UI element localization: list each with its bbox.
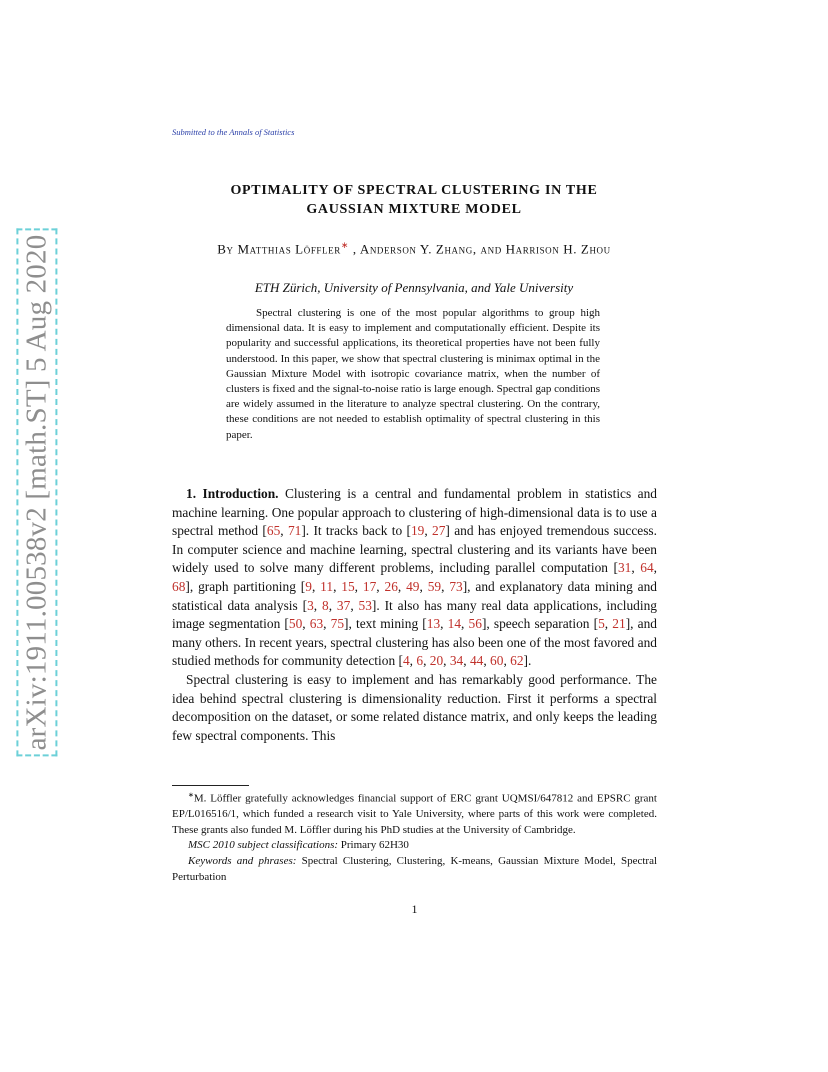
citation[interactable]: 5: [598, 616, 605, 632]
title-line-2: GAUSSIAN MIXTURE MODEL: [306, 202, 522, 217]
page-number: 1: [411, 902, 418, 916]
arxiv-stamp: [18, 234, 56, 751]
citation[interactable]: 11: [320, 578, 334, 594]
keywords: [172, 854, 657, 885]
footnote-marker[interactable]: ∗: [340, 240, 349, 250]
funding-text: M. Löffler gratefully acknowledges financial support of ERC grant UQMSI/647812 and EPSRC grant EP/L016516/1, which funded a research visit to Yale University, where parts of this work were completed. These grants also funded M. Löffler during his PhD studies at the University of Cambridge.: [172, 792, 657, 836]
citation[interactable]: 44: [469, 653, 484, 669]
citation[interactable]: 62: [510, 653, 524, 669]
intro-text: ] and has enjoyed tremendous success. In computer science and machine learning, spectral clustering and its variants have been widely used to solve many different problems, including parallel computation [: [172, 523, 657, 576]
citation[interactable]: 9: [305, 578, 312, 594]
citation[interactable]: 56: [468, 616, 482, 632]
intro-paragraph-2: Spectral clustering is easy to implement and has remarkably good performance. The idea behind spectral clustering is dimensionality reduction. First it performs a spectral decomposition on the dataset, or some related distance matrix, and only keeps the leading few spectral components. This: [172, 671, 657, 743]
citation[interactable]: 49: [406, 578, 420, 594]
section-heading: 1. Introduction.: [186, 486, 279, 501]
citation[interactable]: 59: [427, 578, 442, 594]
introduction: [172, 485, 657, 745]
citation[interactable]: 26: [384, 578, 398, 594]
footnote-star: ∗: [188, 791, 194, 799]
keywords-value: Spectral Clustering, Clustering, K-means, Gaussian Mixture Model, Spectral Perturbation: [172, 855, 658, 883]
citation[interactable]: 17: [362, 578, 377, 594]
citation[interactable]: 71: [287, 523, 302, 539]
citation[interactable]: 65: [266, 523, 281, 539]
msc-label: MSC 2010 subject classifications:: [188, 839, 339, 852]
submitted-note[interactable]: Submitted to the Annals of Statistics: [172, 127, 295, 137]
citation[interactable]: 14: [447, 616, 462, 632]
footnotes: [172, 788, 657, 885]
abstract: Spectral clustering is one of the most popular algorithms to group high dimensional data. It is easy to implement and computationally efficient. Despite its popularity and successful applications, its theoretical properties have not been fully understood. In this paper, we show that spectral clustering is minimax optimal in the Gaussian Mixture Model with isotropic covariance matrix, when the number of clusters is fixed and the signal-to-noise ratio is large enough. Spectral gap conditions are widely assumed in the literature to analyze spectral clustering. On the contrary, these conditions are not needed to establish optimality of spectral clustering in this paper.: [226, 307, 600, 441]
citation[interactable]: 19: [410, 523, 425, 539]
citation[interactable]: 27: [432, 523, 446, 539]
authors-rest: , Anderson Y. Zhang, and Harrison H. Zhou: [352, 241, 611, 257]
paper-title: [172, 181, 656, 219]
footnote-rule: [172, 785, 249, 786]
citation[interactable]: 68: [172, 578, 186, 594]
citation[interactable]: 8: [322, 597, 329, 613]
intro-text: ], text mining [: [344, 616, 427, 632]
citation[interactable]: 6: [416, 653, 424, 669]
citation[interactable]: 15: [341, 578, 355, 594]
citation[interactable]: 60: [490, 653, 504, 669]
intro-text: ], speech separation [: [481, 616, 599, 632]
intro-text: ], graph partitioning [: [185, 578, 306, 594]
author-loffler: Matthias Löffler: [237, 241, 341, 257]
intro-text: Clustering is a central and fundamental problem in statistics and machine learning. One popular approach to clustering of high-dimensional data is to use a spectral method [: [172, 486, 657, 539]
msc-value: Primary 62H30: [338, 839, 409, 852]
citation[interactable]: 64: [640, 560, 654, 576]
citation[interactable]: 63: [309, 616, 324, 632]
affiliations: ETH Zürich, University of Pennsylvania, and Yale University: [254, 280, 574, 295]
intro-paragraph-1: 1. Introduction. Clustering is a central and fundamental problem in statistics and machine learning. One popular approach to clustering of high-dimensional data is to use a spectral method [65, 71]. It tracks back to [19, 27] and has enjoyed tremendous success. In computer science and machine learning, spectral clustering and its variants have been widely used to solve many different problems, including parallel computation [31, 64, 68], graph partitioning [9, 11, 15, 17, 26, 49, 59, 73], and explanatory data mining and statistical data analysis [3, 8, 37, 53]. It also has many real data applications, including image segmentation [50, 63, 75], text mining [13, 14, 56], speech separation [5, 21], and many others. In recent years, spectral clustering has also been one of the most favored and studied methods for community detection [4, 6, 20, 34, 44, 60, 62].: [172, 486, 657, 669]
arxiv-stamp-text: arXiv:1911.00538v2 [math.ST] 5 Aug 2020: [17, 229, 58, 757]
intro-text: ], and many others. In recent years, spectral clustering has also been one of the most favored and studied methods for community detection [: [172, 616, 657, 669]
citation[interactable]: 34: [449, 653, 464, 669]
citation[interactable]: 31: [617, 560, 632, 576]
funding-footnote: [172, 788, 657, 838]
msc-classification: [172, 838, 657, 854]
keywords-label: Keywords and phrases:: [188, 855, 297, 868]
citation[interactable]: 20: [429, 653, 444, 669]
intro-text: ], and explanatory data mining and statistical data analysis [: [172, 578, 657, 613]
intro-text: ]. It tracks back to [: [301, 523, 411, 539]
citation[interactable]: 13: [426, 616, 441, 632]
authors-by: By: [217, 241, 234, 257]
authors: [172, 236, 656, 258]
citation[interactable]: 50: [288, 616, 303, 632]
title-line-1: OPTIMALITY OF SPECTRAL CLUSTERING IN THE: [230, 183, 598, 198]
citation[interactable]: 73: [449, 578, 463, 594]
citation[interactable]: 53: [358, 597, 372, 613]
intro-text: ]. It also has many real data applications, including image segmentation [: [172, 597, 657, 632]
intro-text: ].: [523, 653, 532, 669]
citation[interactable]: 75: [330, 616, 345, 632]
citation[interactable]: 37: [336, 597, 351, 613]
citation[interactable]: 3: [307, 597, 314, 613]
citation[interactable]: 21: [612, 616, 626, 632]
citation[interactable]: 4: [402, 653, 410, 669]
